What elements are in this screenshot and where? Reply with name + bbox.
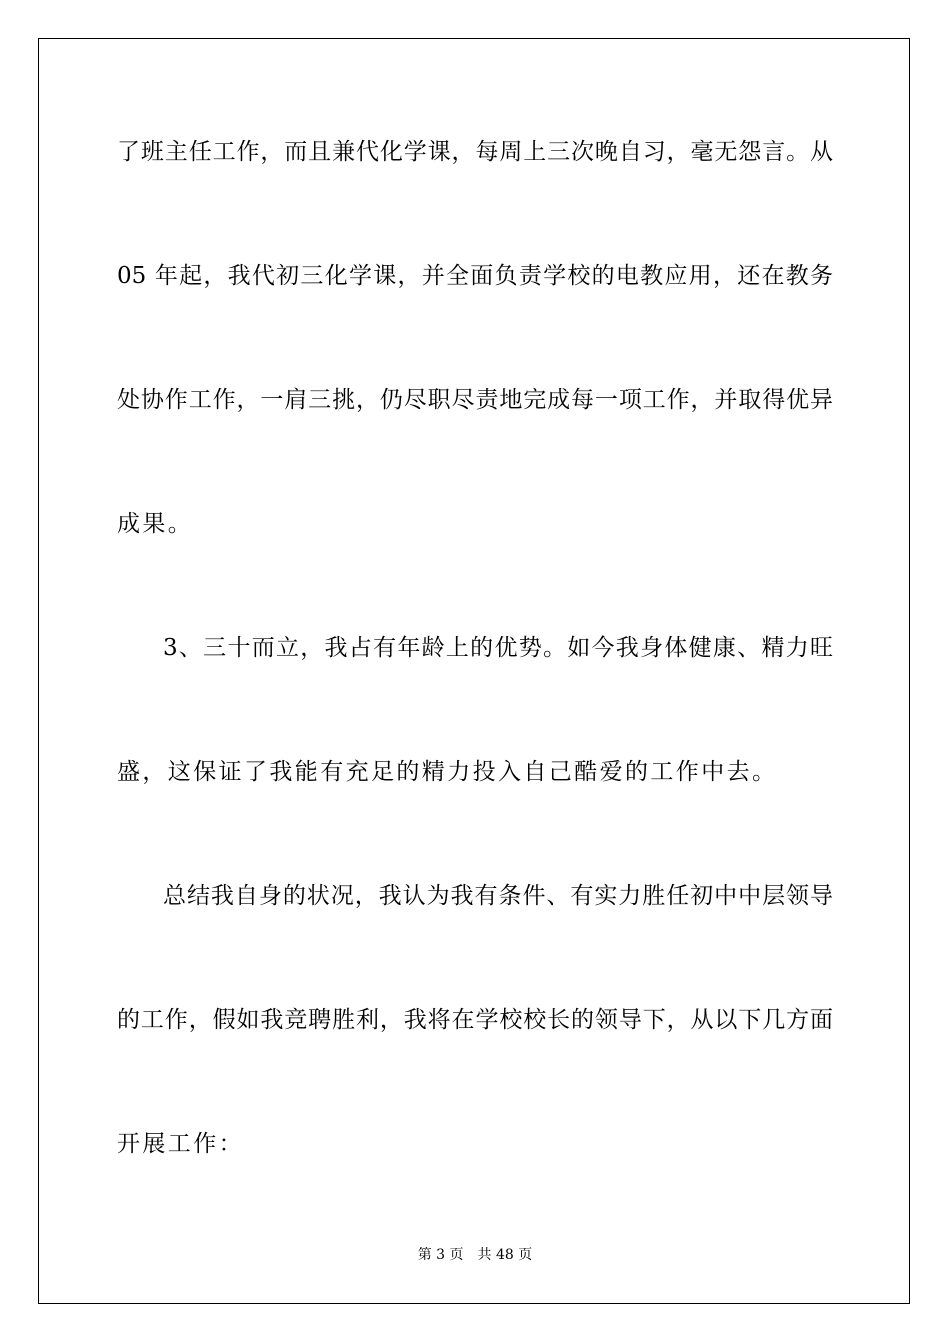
page-total: 共 48 页 [477,1247,533,1263]
text-line: 05 年起，我代初三化学课，并全面负责学校的电教应用，还在教务 [117,263,833,289]
text-line: 成果。 [117,511,194,537]
text-line: 开展工作： [117,1131,244,1157]
text-line: 总结我自身的状况，我认为我有条件、有实力胜任初中中层领导 [163,883,833,909]
text-line: 处协作工作，一肩三挑，仍尽职尽责地完成每一项工作，并取得优异 [117,387,833,413]
page-border [38,38,910,1304]
page-footer [0,1246,950,1264]
text-line: 3、三十而立，我占有年龄上的优势。如今我身体健康、精力旺 [163,635,833,661]
text-line: 的工作，假如我竞聘胜利，我将在学校校长的领导下，从以下几方面 [117,1007,833,1033]
text-line: 了班主任工作，而且兼代化学课，每周上三次晚自习，毫无怨言。从 [117,139,833,165]
page-number: 第 3 页 [417,1247,464,1263]
text-line: 盛，这保证了我能有充足的精力投入自己酷爱的工作中去。 [117,759,778,785]
